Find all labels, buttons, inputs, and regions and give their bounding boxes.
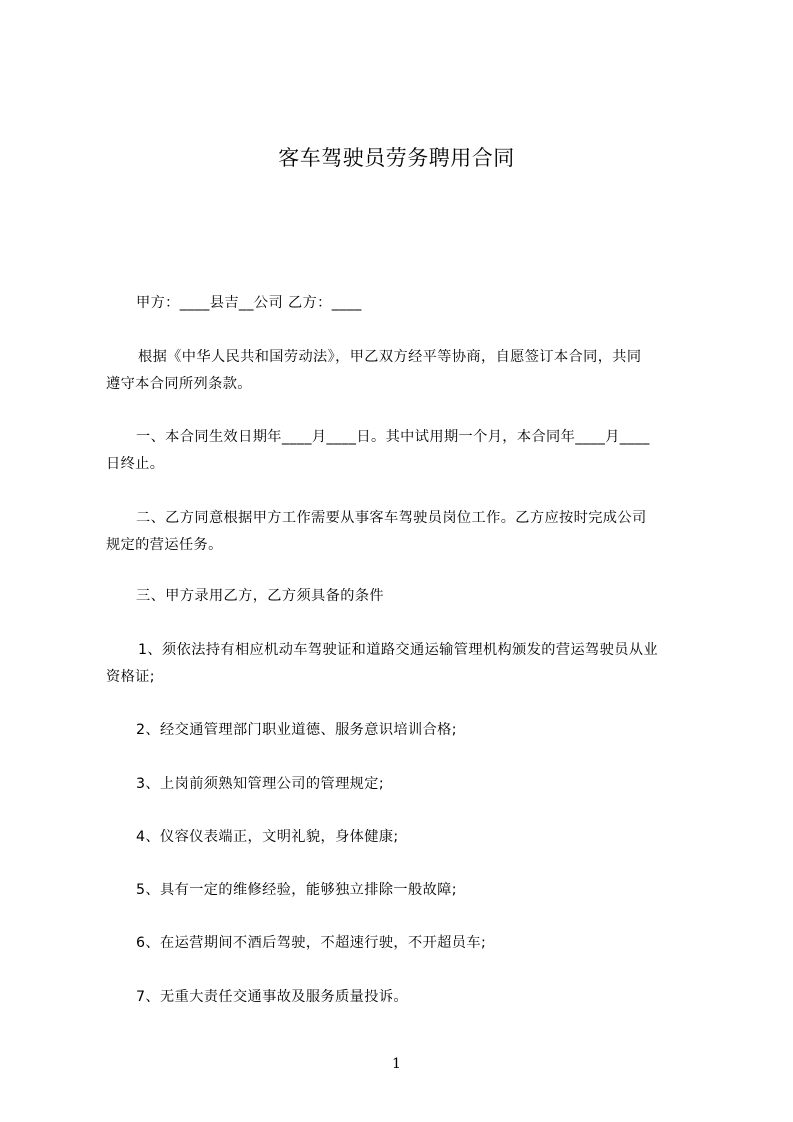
condition-4: 4、仪容仪表端正，文明礼貌，身体健康; (136, 829, 399, 845)
clause2-line-1: 二、乙方同意根据甲方工作需要从事客车驾驶员岗位工作。乙方应按时完成公司 (136, 510, 647, 526)
intro-line-2: 遵守本合同所列条款。 (106, 376, 252, 392)
condition-1-line-1: 1、须依法持有相应机动车驾驶证和道路交通运输管理机构颁发的营运驾驶员从业 (138, 642, 658, 658)
document-title: 客车驾驶员劳务聘用合同 (278, 146, 515, 170)
condition-6: 6、在运营期间不酒后驾驶，不超速行驶，不开超员车; (136, 935, 487, 951)
page-number: 1 (392, 1056, 401, 1072)
condition-7: 7、无重大责任交通事故及服务质量投诉。 (136, 989, 409, 1005)
intro-line-1: 根据《中华人民共和国劳动法》，甲乙双方经平等协商，自愿签订本合同，共同 (138, 349, 642, 365)
clause1-line-1: 一、本合同生效日期年____月____日。其中试用期一个月，本合同年____月____ (136, 429, 650, 445)
parties-line: 甲方：____县吉__公司 乙方：____ (136, 295, 362, 311)
condition-5: 5、具有一定的维修经验，能够独立排除一般故障; (136, 882, 457, 898)
clause1-line-2: 日终止。 (106, 456, 165, 472)
condition-1-line-2: 资格证; (106, 669, 155, 685)
clause2-line-2: 规定的营运任务。 (106, 537, 223, 553)
clause3-heading: 三、甲方录用乙方，乙方须具备的条件 (136, 588, 384, 604)
condition-2: 2、经交通管理部门职业道德、服务意识培训合格; (136, 722, 457, 738)
condition-3: 3、上岗前须熟知管理公司的管理规定; (136, 776, 385, 792)
